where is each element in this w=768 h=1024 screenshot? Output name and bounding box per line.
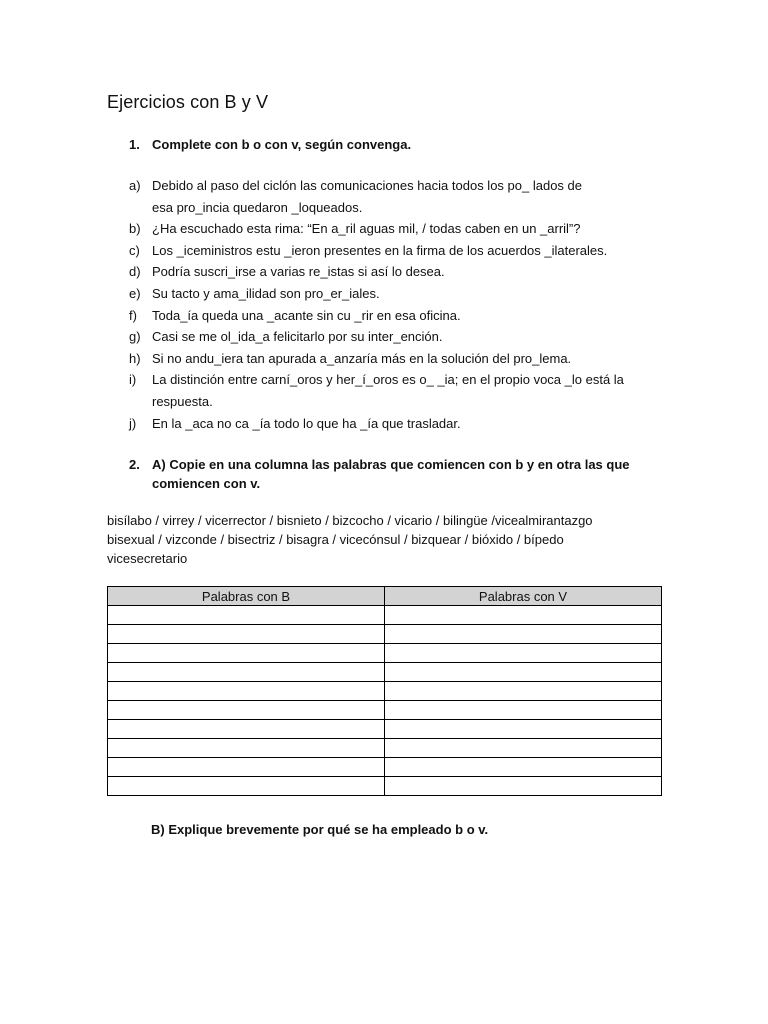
column-header-b: Palabras con B	[108, 587, 385, 606]
question-2b-heading: B) Explique brevemente por qué se ha empleado b o v.	[151, 822, 489, 837]
table-row	[108, 663, 662, 682]
cell-v[interactable]	[385, 625, 662, 644]
instruction-line: A) Copie en una columna las palabras que comiencen con b y en otra las que	[152, 457, 630, 472]
exercise-item	[129, 413, 659, 435]
exercise-item	[129, 283, 659, 305]
question-instruction: Complete con b o con v, según convenga.	[152, 137, 412, 152]
exercise-text-line: Casi se me ol_ida_a felicitarlo por su inter_ención.	[152, 329, 443, 345]
cell-b[interactable]	[108, 682, 385, 701]
exercise-item	[129, 369, 659, 412]
exercise-item	[129, 305, 659, 327]
cell-v[interactable]	[385, 758, 662, 777]
exercise-item	[129, 326, 659, 348]
table-row	[108, 758, 662, 777]
exercise-text-line: La distinción entre carní_oros y her_í_oros es o_ _ia; en el propio voca _lo está la	[152, 372, 624, 388]
cell-b[interactable]	[108, 758, 385, 777]
cell-b[interactable]	[108, 739, 385, 758]
exercise-letter: g)	[129, 329, 141, 345]
cell-v[interactable]	[385, 720, 662, 739]
instruction-line: comiencen con v.	[152, 476, 261, 491]
cell-v[interactable]	[385, 739, 662, 758]
table-row	[108, 720, 662, 739]
exercise-text-line: En la _aca no ca _ía todo lo que ha _ía que trasladar.	[152, 415, 461, 431]
exercise-letter: e)	[129, 285, 141, 301]
word-list-line: bisílabo / virrey / vicerrector / bisnieto / bizcocho / vicario / bilingüe /vicealmirantazgo	[107, 513, 593, 528]
cell-v[interactable]	[385, 682, 662, 701]
question-instruction	[129, 455, 649, 493]
exercise-letter: d)	[129, 264, 141, 280]
exercise-text-line: Debido al paso del ciclón las comunicaciones hacia todos los po_ lados de	[152, 178, 582, 193]
cell-v[interactable]	[385, 777, 662, 796]
table-row	[108, 777, 662, 796]
word-list-line: bisexual / vizconde / bisectriz / bisagra / vicecónsul / bizquear / bióxido / bípedo	[107, 532, 564, 547]
word-list	[107, 511, 667, 568]
cell-v[interactable]	[385, 644, 662, 663]
exercise-letter: i)	[129, 372, 137, 388]
exercise-list	[129, 175, 659, 434]
exercise-item	[129, 261, 659, 283]
table-row	[108, 606, 662, 625]
exercise-text-line: ¿Ha escuchado esta rima: “En a_ril aguas mil, / todas caben en un _arril”?	[152, 221, 581, 237]
cell-v[interactable]	[385, 606, 662, 625]
question-2-heading	[129, 455, 649, 493]
exercise-item	[129, 218, 659, 240]
exercise-text-line: Podría suscri_irse a varias re_istas si así lo desea.	[152, 264, 445, 280]
exercise-item	[129, 240, 659, 262]
exercise-letter: j)	[129, 415, 137, 431]
words-table	[107, 586, 662, 796]
cell-b[interactable]	[108, 720, 385, 739]
exercise-letter: c)	[129, 242, 140, 258]
cell-v[interactable]	[385, 663, 662, 682]
cell-b[interactable]	[108, 625, 385, 644]
table-row	[108, 682, 662, 701]
cell-b[interactable]	[108, 663, 385, 682]
table-row	[108, 701, 662, 720]
column-header-v: Palabras con V	[385, 587, 662, 606]
page-title: Ejercicios con B y V	[107, 92, 269, 112]
exercise-text-line: Los _iceministros estu _ieron presentes en la firma de los acuerdos _ilaterales.	[152, 242, 608, 258]
cell-b[interactable]	[108, 606, 385, 625]
exercise-text-line: Toda_ía queda una _acante sin cu _rir en esa oficina.	[152, 307, 461, 323]
cell-v[interactable]	[385, 701, 662, 720]
table-row	[108, 625, 662, 644]
cell-b[interactable]	[108, 701, 385, 720]
table-header-row	[108, 587, 662, 606]
question-number: 1.	[129, 137, 140, 152]
exercise-text-line: Si no andu_iera tan apurada a_anzaría más en la solución del pro_lema.	[152, 350, 572, 366]
exercise-letter: f)	[129, 307, 137, 323]
exercise-text-line: esa pro_incia quedaron _loqueados.	[152, 199, 363, 215]
exercise-letter: h)	[129, 350, 141, 366]
exercise-text-line: respuesta.	[152, 393, 213, 409]
word-list-line: vicesecretario	[107, 551, 188, 566]
exercise-letter: a)	[129, 178, 141, 193]
exercise-text-line: Su tacto y ama_ilidad son pro_er_iales.	[152, 285, 380, 301]
exercise-letter: b)	[129, 221, 141, 237]
exercise-item	[129, 175, 659, 218]
table-row	[108, 739, 662, 758]
table-body	[108, 606, 662, 796]
cell-b[interactable]	[108, 644, 385, 663]
cell-b[interactable]	[108, 777, 385, 796]
question-number: 2.	[129, 457, 140, 472]
table-row	[108, 644, 662, 663]
exercise-item	[129, 348, 659, 370]
question-1-heading	[129, 137, 411, 152]
